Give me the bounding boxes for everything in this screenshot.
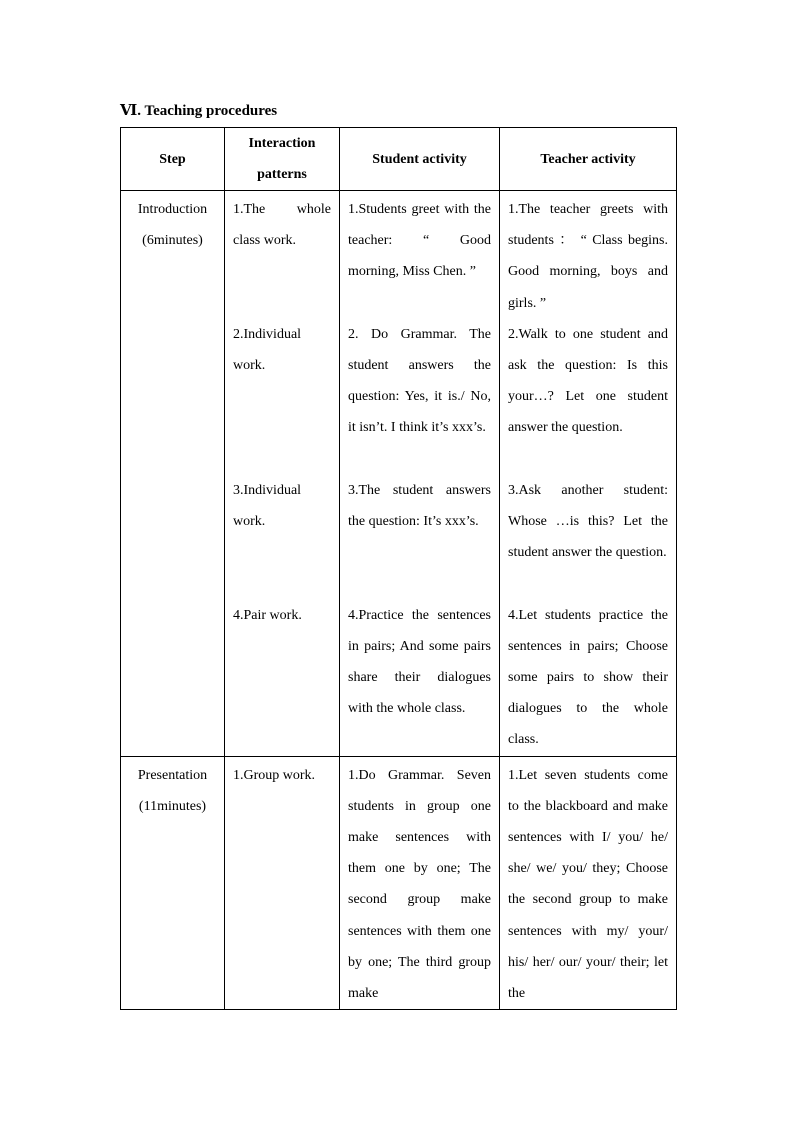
teacher-activity-item: 1.Let seven students come to the blackboard and make sentences with I/ you/ he/ she/ we/ you/ they; Choose the second group to make sentences with my/ your/ his/ her/ our/ your/ their; let the [508, 767, 668, 1002]
teacher-activity-item: 1.The teacher greets with students ： “ Class begins. Good morning, boys and girls. ” [508, 202, 668, 311]
teaching-procedures-table [120, 127, 677, 1010]
header-student-activity: Student activity [340, 128, 500, 191]
header-teacher-activity: Teacher activity [500, 128, 677, 191]
pattern-item: 2.Individual work. [233, 326, 302, 373]
table-row [121, 191, 677, 757]
pattern-item: 1.Group work. [233, 767, 316, 783]
section-heading: Ⅵ. Teaching procedures [120, 103, 278, 119]
step-label: Introduction (6minutes) [137, 202, 208, 249]
student-activity-item: 2. Do Grammar. The student answers the question: Yes, it is./ No, it isn’t. I think it’s xxx’s. [348, 326, 491, 436]
student-activity-item: 1.Do Grammar. Seven students in group one make sentences with them one by one; The second group make sentences with them one by one; The third group make [348, 767, 491, 1002]
header-row [121, 128, 677, 191]
pattern-item: 1.The whole class work. [233, 202, 331, 249]
teacher-activity-item: 3.Ask another student: Whose …is this? Let the student answer the question. [508, 482, 668, 561]
student-activity-item: 3.The student answers the question: It’s xxx’s. [348, 482, 491, 529]
step-cell [121, 191, 225, 757]
teacher-activity-cell [500, 756, 677, 1010]
teacher-activity-cell [500, 191, 677, 757]
student-activity-item: 4.Practice the sentences in pairs; And some pairs share their dialogues with the whole class. [348, 607, 491, 717]
teacher-activity-item: 2.Walk to one student and ask the question: Is this your…? Let one student answer the question. [508, 326, 668, 436]
student-activity-cell [340, 756, 500, 1010]
header-interaction-patterns: Interaction patterns [225, 128, 340, 191]
step-label: Presentation (11minutes) [137, 767, 208, 814]
table-row [121, 756, 677, 1010]
student-activity-item: 1.Students greet with the teacher: “ Good morning, Miss Chen. ” [348, 202, 491, 280]
interaction-pattern-cell [225, 756, 340, 1010]
header-step: Step [121, 128, 225, 191]
step-cell [121, 756, 225, 1010]
pattern-item: 3.Individual work. [233, 482, 302, 529]
teacher-activity-item: 4.Let students practice the sentences in pairs; Choose some pairs to show their dialogues to the whole class. [508, 607, 668, 748]
student-activity-cell [340, 191, 500, 757]
pattern-item: 4.Pair work. [233, 607, 302, 623]
interaction-pattern-cell [225, 191, 340, 757]
